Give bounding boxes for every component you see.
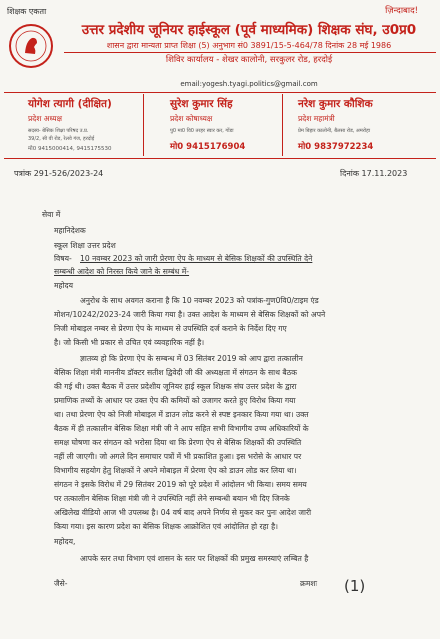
subject-line: 10 नवम्बर 2023 को जारी प्रेरणा ऐप के माध्यम से बेसिक शिक्षकों की उपस्थिति देने	[80, 254, 313, 263]
subject-line: सम्बन्धी आदेश को निरस्त किये जाने के सम्बंध में-	[54, 267, 190, 276]
official-role: प्रदेश महामंत्री	[298, 114, 335, 123]
para2-line: संगठन ने इसके विरोध में 29 सितंबर 2019 को पूरे प्रदेश में आंदोलन भी किया। समय समय	[54, 480, 307, 489]
para1-line: है। जो किसी भी प्रकार से उचित एवं व्यवहारिक नहीं है।	[54, 338, 205, 347]
closing-salutation: महोदय,	[54, 537, 76, 546]
para3-line: आपके स्तर तथा विभाग एवं शासन के स्तर पर शिक्षकों की प्रमुख समस्याएं लम्बित है	[80, 554, 309, 563]
addressee-line: स्कूल शिक्षा उत्तर प्रदेश	[54, 241, 116, 250]
address-line: 39/2, सी वी रोड, रेलवे गंज, हरदोई	[28, 135, 95, 142]
address-line: सदस्य- बेसिक शिक्षा परिषद उ.प्र.	[28, 128, 89, 134]
official-address	[298, 128, 373, 136]
continued-label: क्रमशः	[300, 579, 318, 588]
header-divider	[64, 52, 436, 53]
para2-line: था। तथा प्रेरणा ऐप को निजी मोबाइल में डाउन लोड करने से स्पष्ट इनकार किया गया था। उक्त	[54, 410, 309, 419]
official-address	[28, 128, 112, 143]
para2-line: ज्ञातव्य हो कि प्रेरणा ऐप के सम्बन्ध में 03 सितंबर 2019 को आप द्वारा तत्कालीन	[80, 354, 303, 363]
officials-bottom-divider	[4, 158, 436, 159]
para2-line: अखिलेख वीडियो आज भी उपलब्ध है। 04 वर्ष बाद अपने निर्णय से मुकर कर पुनः आदेश जारी	[54, 508, 312, 517]
para1-line: मोशन/10242/2023-24 जारी किया गया है। उक्त आदेश के माध्यम से बेसिक शिक्षकों को अपने	[54, 310, 326, 319]
para2-line: विभागीय सहयोग हेतु शिक्षकों ने अपने मोबाइल में प्रेरणा ऐप को डाउन लोड कर लिया था।	[54, 466, 297, 475]
para1-line: अनुरोध के साथ अवगत कराना है कि 10 नवम्बर 2023 को पत्रांक-गुण0वि0/टाइम एंड	[80, 296, 319, 305]
subject-label: विषय-	[54, 254, 72, 263]
para2-line: प्रमाणिक तथ्यों के आधार पर उक्त ऐप की कमियों को उजागर करते हुए विरोध किया गया	[54, 396, 296, 405]
official-mobile: मो0 9837972234	[298, 141, 374, 152]
reference-number: पत्रांक 291-526/2023-24	[14, 169, 104, 178]
official-mobile: मो0 9415176904	[170, 141, 246, 152]
official-name: योगेश त्यागी (दीक्षित)	[28, 98, 112, 110]
column-divider	[143, 94, 144, 156]
official-president	[28, 97, 112, 152]
page-number: (1)	[344, 577, 366, 595]
para2-line: समक्ष घोषणा कर संगठन को भरोसा दिया था कि प्रेरणा ऐप से बेसिक शिक्षकों की उपस्थिति	[54, 438, 302, 447]
salutation: महोदय	[54, 281, 73, 290]
official-name: नरेश कुमार कौशिक	[298, 98, 373, 110]
officials-top-divider	[4, 92, 436, 93]
para2-line: नहीं ली जाएगी। जो अगले दिन समाचार पत्रों में भी प्रकाशित हुआ। इस भरोसे के आधार पर	[54, 452, 302, 461]
official-role: प्रदेश कोषाध्यक्ष	[170, 114, 213, 123]
para2-line: बैठक में ही तत्कालीन बेसिक शिक्षा मंत्री जी ने आप सहित सभी विभागीय उच्च अधिकारियों के	[54, 424, 309, 433]
para2-line: पर तत्कालीन बेसिक शिक्षा मंत्री जी ने उपस्थिति नहीं लेने सम्बन्धी बयान भी दिए जिनके	[54, 494, 290, 503]
letter-date: दिनांक 17.11.2023	[340, 169, 408, 178]
para2-line: किया गया। इस कारण प्रदेश का बेसिक शिक्षक आक्रोशित एवं आंदोलित हो रहा है।	[54, 522, 278, 531]
government-recognition: शासन द्वारा मान्यता प्राप्त शिक्षा (5) अनुभाग सं0 3891/15-5-464/78 दिनांक 28 मई 1986	[106, 41, 392, 50]
camp-office-address: शिविर कार्यालय - शेखर कालोनी, सरकुलर रोड, हरदोई	[165, 55, 333, 65]
para1-line: निजी मोबाइल नम्बर से प्रेरणा ऐप के माध्यम से उपस्थिति दर्ज कराने के निर्देश दिए गए	[54, 324, 287, 333]
slogan-right: ज़िन्दाबाद!	[385, 6, 418, 16]
official-general-secretary	[298, 97, 373, 152]
address-line: प्रेम बिहार कालोनी, बैलसा रोड, अमरोहा	[298, 128, 371, 134]
official-address	[170, 128, 245, 136]
to-label: सेवा में	[42, 210, 61, 219]
slogan-left: शिक्षक एकता	[7, 7, 47, 16]
para2-line: की गई थी। उक्त बैठक में उत्तर प्रदेशीय जूनियर हाई स्कूल शिक्षक संघ उत्तर प्रदेश के द्वारा	[54, 382, 297, 391]
organization-name: उत्तर प्रदेशीय जूनियर हाईस्कूल (पूर्व माध्यमिक) शिक्षक संघ, उ0प्र0	[81, 22, 417, 38]
para2-line: बेसिक शिक्षा मंत्री माननीय डॉक्टर सतीश द्विवेदी जी की अध्यक्षता में संगठन के साथ बैठक	[54, 368, 297, 377]
addressee-line: महानिदेशक	[54, 226, 86, 235]
official-role: प्रदेश अध्यक्ष	[28, 114, 63, 123]
official-treasurer	[170, 97, 245, 152]
para3-line: जैसे-	[54, 579, 68, 588]
official-mobile: मो0 9415000414, 9415175530	[28, 146, 112, 152]
address-line: पु0 मा0 वि0 तरहर स्वार कर, गोंडा	[170, 128, 234, 134]
union-logo-icon	[8, 23, 54, 69]
column-divider	[282, 94, 283, 156]
contact-email: email:yogesh.tyagi.politics@gmail.com	[180, 80, 318, 88]
official-name: सुरेश कुमार सिंह	[170, 98, 233, 110]
